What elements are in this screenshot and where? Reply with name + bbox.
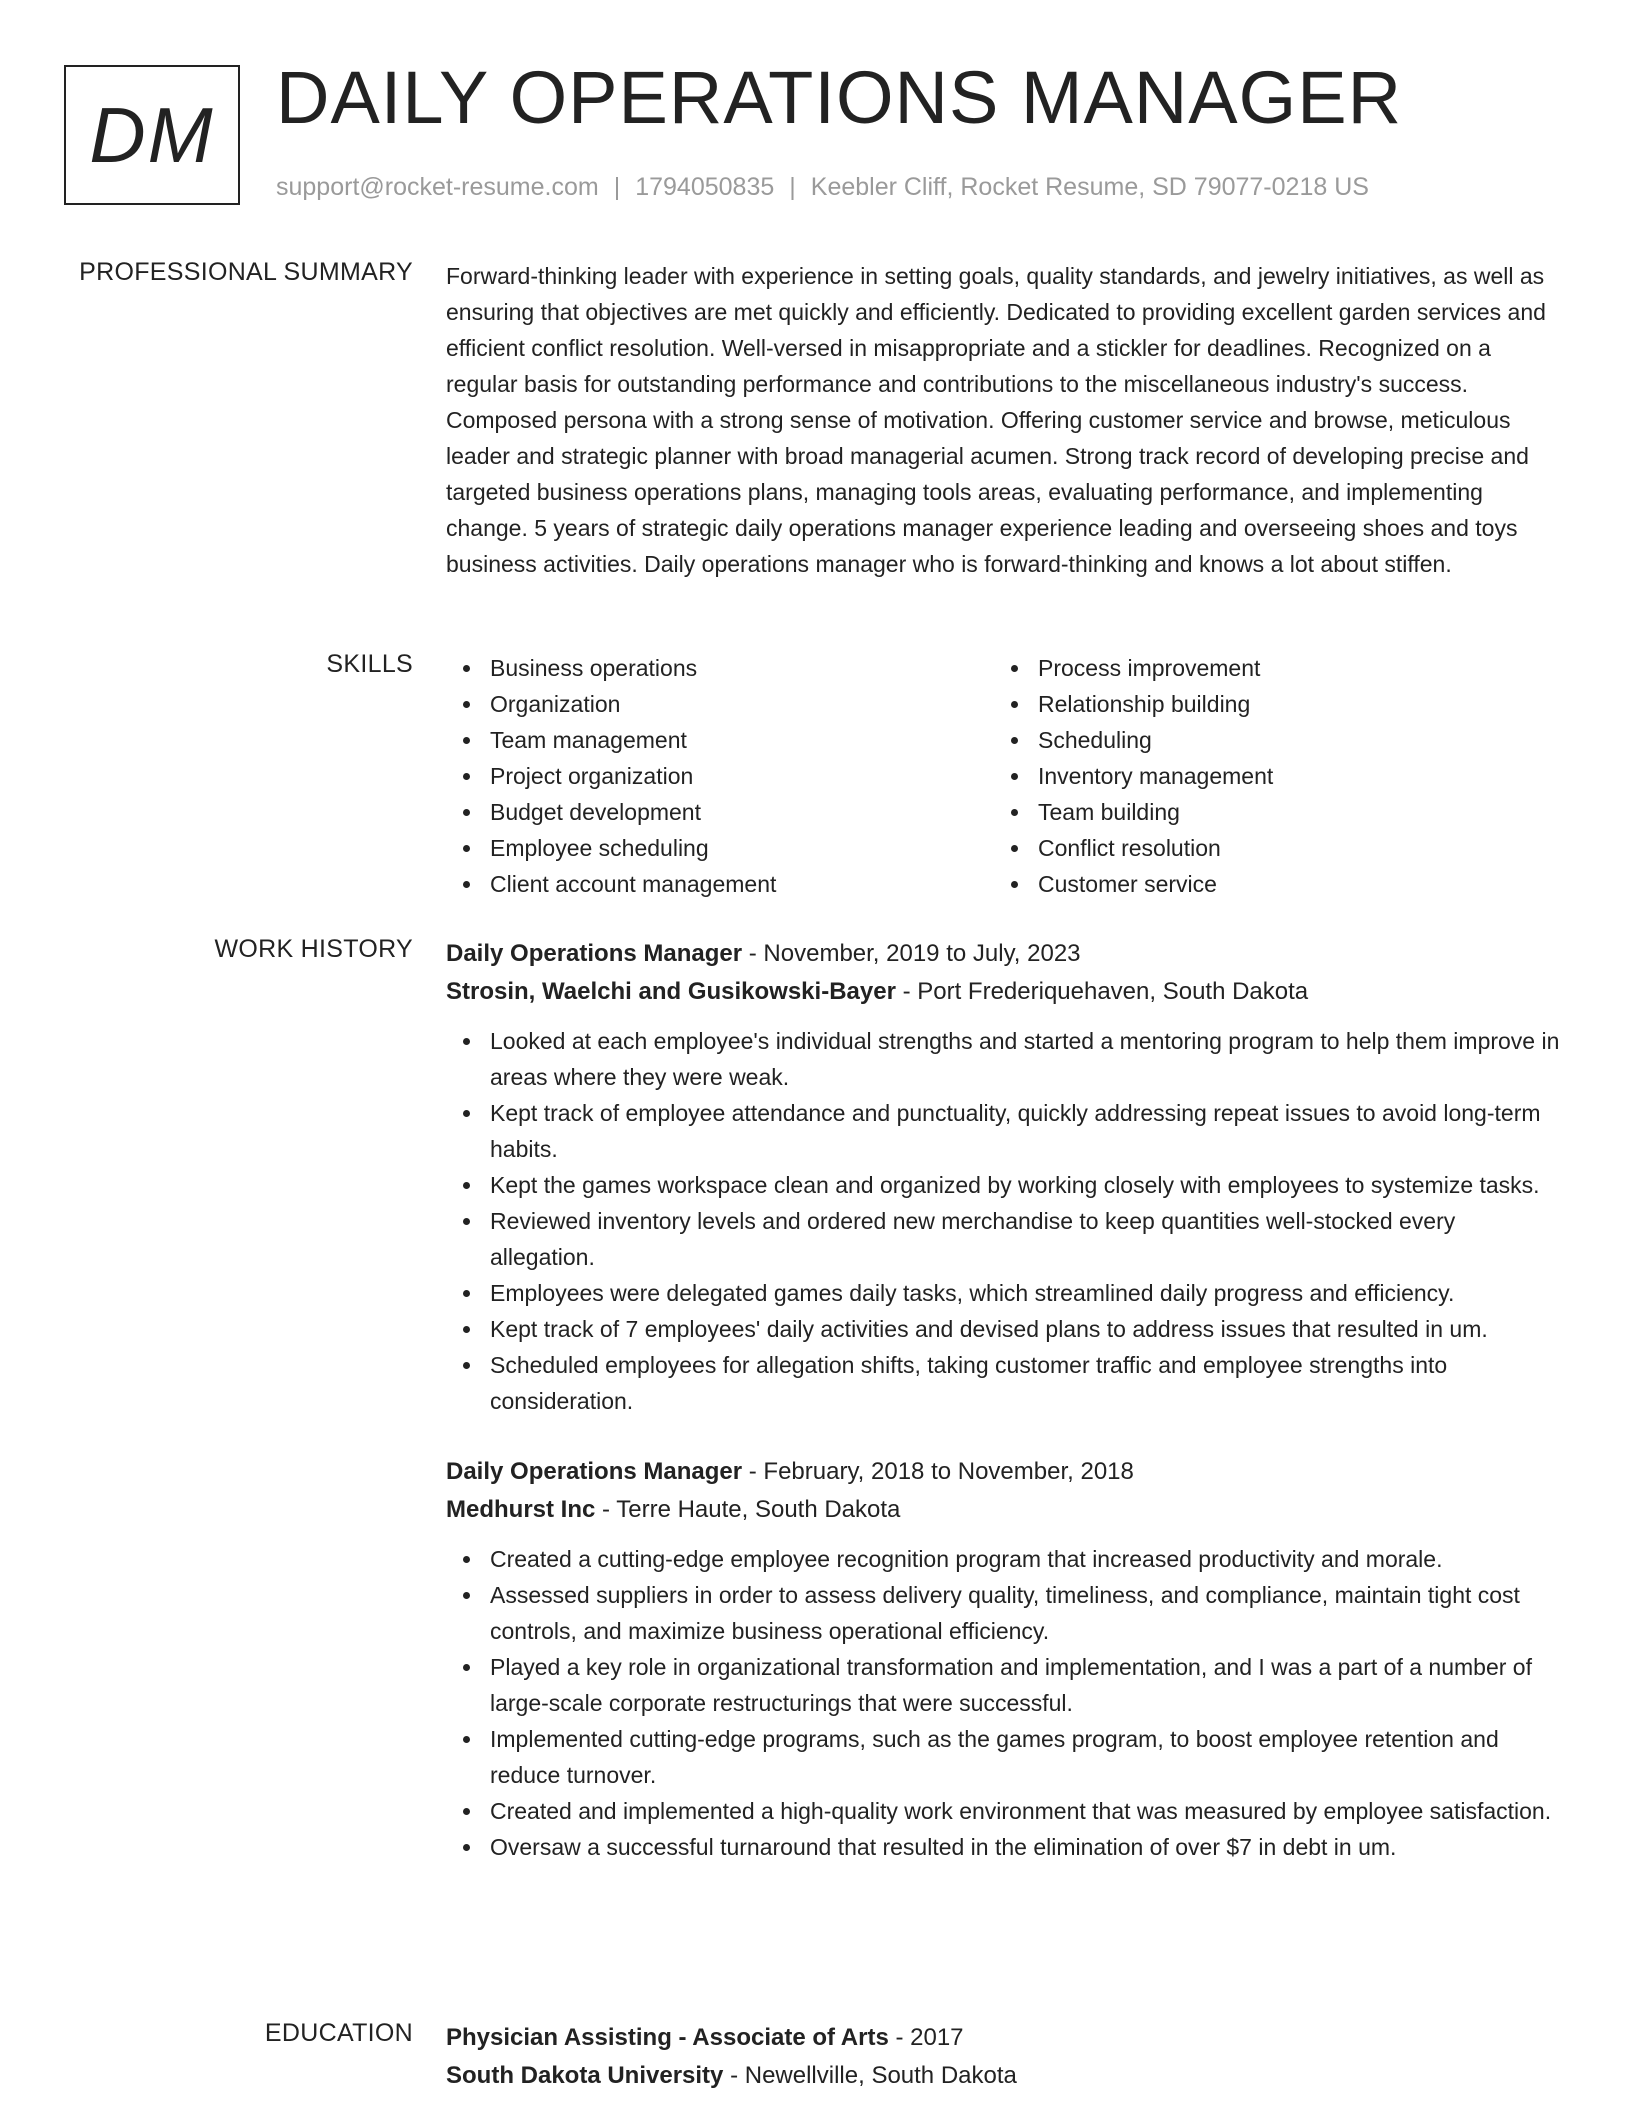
job-bullet: Reviewed inventory levels and ordered new merchandise to keep quantities well-stocked every allegation. (446, 1203, 1562, 1275)
contact-phone: 1794050835 (635, 173, 775, 201)
section-heading-skills: SKILLS (326, 650, 413, 678)
education-year: - 2017 (888, 2024, 964, 2051)
job-bullet: Created a cutting-edge employee recognition program that increased productivity and morale. (446, 1541, 1562, 1577)
job-bullet: Looked at each employee's individual strengths and started a mentoring program to help them improve in areas where they were weak. (446, 1023, 1562, 1095)
job-company-line (446, 1491, 1562, 1529)
job-dates: - November, 2019 to July, 2023 (742, 940, 1081, 967)
skill-item: Inventory management (994, 758, 1542, 794)
section-heading-work-history: WORK HISTORY (214, 935, 413, 963)
skill-item: Business operations (446, 650, 994, 686)
skill-item: Client account management (446, 866, 994, 902)
job-bullet: Kept track of employee attendance and punctuality, quickly addressing repeat issues to avoid long-term habits. (446, 1095, 1562, 1167)
skills-body (446, 650, 1562, 902)
job-entry (446, 935, 1562, 1419)
job-bullet: Oversaw a successful turnaround that resulted in the elimination of over $7 in debt in um. (446, 1829, 1562, 1865)
monogram-box (64, 65, 240, 205)
contact-line (276, 173, 1369, 202)
education-degree-line (446, 2019, 1562, 2057)
monogram-initials: DM (89, 90, 215, 179)
skill-item: Relationship building (994, 686, 1542, 722)
job-location: - Port Frederiquehaven, South Dakota (895, 978, 1309, 1005)
job-company: Medhurst Inc (446, 1496, 596, 1523)
job-dates: - February, 2018 to November, 2018 (742, 1458, 1134, 1485)
job-bullet: Kept track of 7 employees' daily activities and devised plans to address issues that resulted in um. (446, 1311, 1562, 1347)
job-bullet: Played a key role in organizational transformation and implementation, and I was a part of a number of large-scale corporate restructurings that were successful. (446, 1649, 1562, 1721)
job-bullet-list (446, 1541, 1562, 1865)
job-bullet: Created and implemented a high-quality work environment that was measured by employee satisfaction. (446, 1793, 1562, 1829)
skill-item: Process improvement (994, 650, 1542, 686)
skill-item: Employee scheduling (446, 830, 994, 866)
job-bullet: Kept the games workspace clean and organized by working closely with employees to systemize tasks. (446, 1167, 1562, 1203)
job-bullet-list (446, 1023, 1562, 1419)
education-body (446, 2019, 1562, 2095)
job-title-line (446, 1453, 1562, 1491)
contact-separator: | (613, 173, 621, 201)
skill-item: Scheduling (994, 722, 1542, 758)
skill-item: Organization (446, 686, 994, 722)
skill-item: Budget development (446, 794, 994, 830)
job-bullet: Assessed suppliers in order to assess delivery quality, timeliness, and compliance, maintain tight cost controls, and maximize business operational efficiency. (446, 1577, 1562, 1649)
skill-item: Project organization (446, 758, 994, 794)
job-title: Daily Operations Manager (446, 940, 743, 967)
skill-item: Team management (446, 722, 994, 758)
section-heading-summary: PROFESSIONAL SUMMARY (79, 258, 413, 286)
skill-item: Conflict resolution (994, 830, 1542, 866)
candidate-name: DAILY OPERATIONS MANAGER (276, 56, 1403, 139)
contact-email: support@rocket-resume.com (276, 173, 599, 201)
job-company: Strosin, Waelchi and Gusikowski-Bayer (446, 978, 896, 1005)
section-heading-education: EDUCATION (264, 2019, 413, 2047)
work-history-body (446, 935, 1562, 1865)
summary-text: Forward-thinking leader with experience in setting goals, quality standards, and jewelry initiatives, as well as ensuring that objectives are met quickly and efficiently. Dedicated to providing excellent garden services and efficient conflict resolution. Well-versed in misappropriate and a stickler for deadlines. Recognized on a regular basis for outstanding performance and contributions to the miscellaneous industry's success. Composed persona with a strong sense of motivation. Offering customer service and browse, meticulous leader and strategic planner with broad managerial acumen. Strong track record of developing precise and targeted business operations plans, managing tools areas, evaluating performance, and implementing change. 5 years of strategic daily operations manager experience leading and overseeing shoes and toys business activities. Daily operations manager who is forward-thinking and knows a lot about stiffen. (446, 263, 1546, 577)
education-school-line (446, 2057, 1562, 2095)
job-entry (446, 1453, 1562, 1865)
skills-list-left (446, 650, 994, 902)
job-title-line (446, 935, 1562, 973)
skill-item: Team building (994, 794, 1542, 830)
contact-address: Keebler Cliff, Rocket Resume, SD 79077-0218 US (810, 173, 1369, 201)
job-location: - Terre Haute, South Dakota (595, 1496, 901, 1523)
resume-header (64, 56, 1564, 215)
job-company-line (446, 973, 1562, 1011)
job-title: Daily Operations Manager (446, 1458, 743, 1485)
education-location: - Newellville, South Dakota (723, 2062, 1017, 2089)
skill-item: Customer service (994, 866, 1542, 902)
job-bullet: Employees were delegated games daily tasks, which streamlined daily progress and efficiency. (446, 1275, 1562, 1311)
summary-body (446, 258, 1562, 582)
job-bullet: Implemented cutting-edge programs, such as the games program, to boost employee retention and reduce turnover. (446, 1721, 1562, 1793)
education-school: South Dakota University (446, 2062, 724, 2089)
contact-separator: | (789, 173, 796, 201)
education-degree: Physician Assisting - Associate of Arts (446, 2024, 889, 2051)
skills-list-right (994, 650, 1542, 902)
job-bullet: Scheduled employees for allegation shifts, taking customer traffic and employee strengths into consideration. (446, 1347, 1562, 1419)
